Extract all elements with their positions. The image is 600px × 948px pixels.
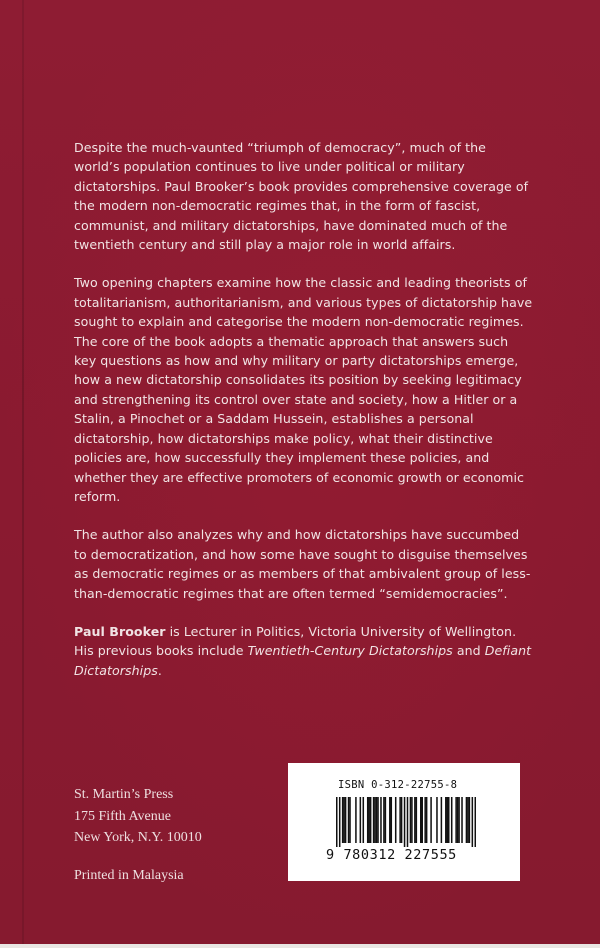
barcode-bar [391, 797, 393, 843]
barcode-bar [367, 797, 369, 843]
barcode-bar [469, 797, 471, 843]
barcode-bar [355, 797, 357, 843]
barcode-bar [426, 797, 428, 843]
publisher-street: 175 Fifth Avenue [74, 808, 171, 824]
barcode-bar [383, 797, 385, 843]
publisher-name: St. Martin’s Press [74, 787, 174, 802]
printed-in: Printed in Malaysia [74, 868, 184, 883]
barcode-bar [424, 797, 426, 843]
barcode-bar [467, 797, 469, 843]
barcode-bar [457, 797, 459, 843]
barcode-bar [348, 797, 350, 843]
barcode-bar [374, 797, 376, 843]
author-name: Paul Brooker [74, 623, 166, 639]
barcode-icon [336, 797, 476, 847]
barcode-bar [451, 797, 453, 843]
author-end: . [157, 662, 162, 678]
barcode-bar [395, 797, 397, 843]
barcode-bar [368, 797, 370, 843]
barcode-bar [421, 797, 423, 843]
barcode-bar [466, 797, 468, 843]
blurb-paragraph-1: Despite the much-vaunted “triumph of democracy”, much of the world’s population continues to live under political or military dictatorships. Paul Brooker’s book provides comprehensive coverage of the modern non-democratic regimes that, in the form of fascist, communist, and military dictatorships, have dominated much of the twentieth century and still play a major role in world affairs. [74, 140, 529, 253]
barcode-bar [389, 797, 391, 843]
isbn-label: ISBN 0-312-22755-8 [338, 779, 458, 791]
barcode-bar [401, 797, 403, 843]
spine-crease [22, 0, 24, 944]
blurb-paragraph-2: Two opening chapters examine how the classic and leading theorists of totalitarianism, authoritarianism, and various types of dictatorship have sought to explain and categorise the modern non-democratic regimes. The core of the book adopts a thematic approach that answers such key questions as how and why military or party dictatorships emerge, how a new dictatorship consolidates its position by seeking legitimacy and strengthening its control over state and society, how a Hitler or a Stalin, a Pinochet or a Saddam Hussein, establishes a personal dictatorship, how dictatorships make policy, what their distinctive policies are, how successfully they implement these policies, and whether they are effective promoters of economic growth or economic reform. [74, 275, 533, 504]
barcode-bar [363, 797, 365, 843]
barcode-bar [407, 797, 409, 847]
barcode-bar [448, 797, 450, 843]
author-role: is Lecturer in Politics, Victoria University of Wellington. His previous books include [74, 623, 517, 659]
barcode-digits: 9 780312 227555 [326, 847, 457, 863]
barcode-bar [461, 797, 463, 843]
publisher-city: New York, N.Y. 10010 [74, 830, 202, 845]
barcode-bar [376, 797, 378, 843]
barcode-bar [410, 797, 412, 843]
blurb [74, 138, 534, 699]
barcode-bar [447, 797, 449, 843]
blurb-paragraph-3: The author also analyzes why and how dictatorships have succumbed to democratization, and how some have sought to disguise themselves as democratic regimes or as members of that ambivalent group of less-than-democratic regimes that are often termed “semidemocracies”. [74, 527, 531, 601]
barcode-bar [373, 797, 375, 843]
previous-book-2: Defiant Dictatorships [74, 643, 532, 678]
barcode-bar [345, 797, 347, 843]
author-bio [74, 622, 534, 680]
barcode-bar [411, 797, 413, 843]
barcode-bar [370, 797, 372, 843]
barcode-bar [455, 797, 457, 843]
barcode-bar [458, 797, 460, 843]
barcode-bar [385, 797, 387, 843]
barcode-box [288, 763, 520, 881]
barcode-bar [430, 797, 432, 843]
barcode-bar [342, 797, 344, 843]
author-and: and [452, 643, 485, 659]
barcode-bar [420, 797, 422, 843]
barcode-bar [404, 797, 406, 847]
barcode-bar [475, 797, 476, 847]
barcode-bar [441, 797, 443, 843]
barcode-bar [343, 797, 345, 843]
previous-book-1: Twentieth-Century Dictatorships [247, 643, 453, 659]
barcode-bar [336, 797, 338, 847]
barcode-bar [339, 797, 341, 847]
barcode-bar [472, 797, 474, 847]
barcode-bar [414, 797, 416, 843]
barcode-bar [377, 797, 379, 843]
barcode-bar [399, 797, 401, 843]
barcode-bar [416, 797, 418, 843]
barcode-bar [436, 797, 438, 843]
barcode-bar [380, 797, 382, 843]
barcode-bar [445, 797, 447, 843]
barcode-bar [349, 797, 351, 843]
publisher-address [74, 784, 202, 849]
barcode-bar [360, 797, 362, 843]
